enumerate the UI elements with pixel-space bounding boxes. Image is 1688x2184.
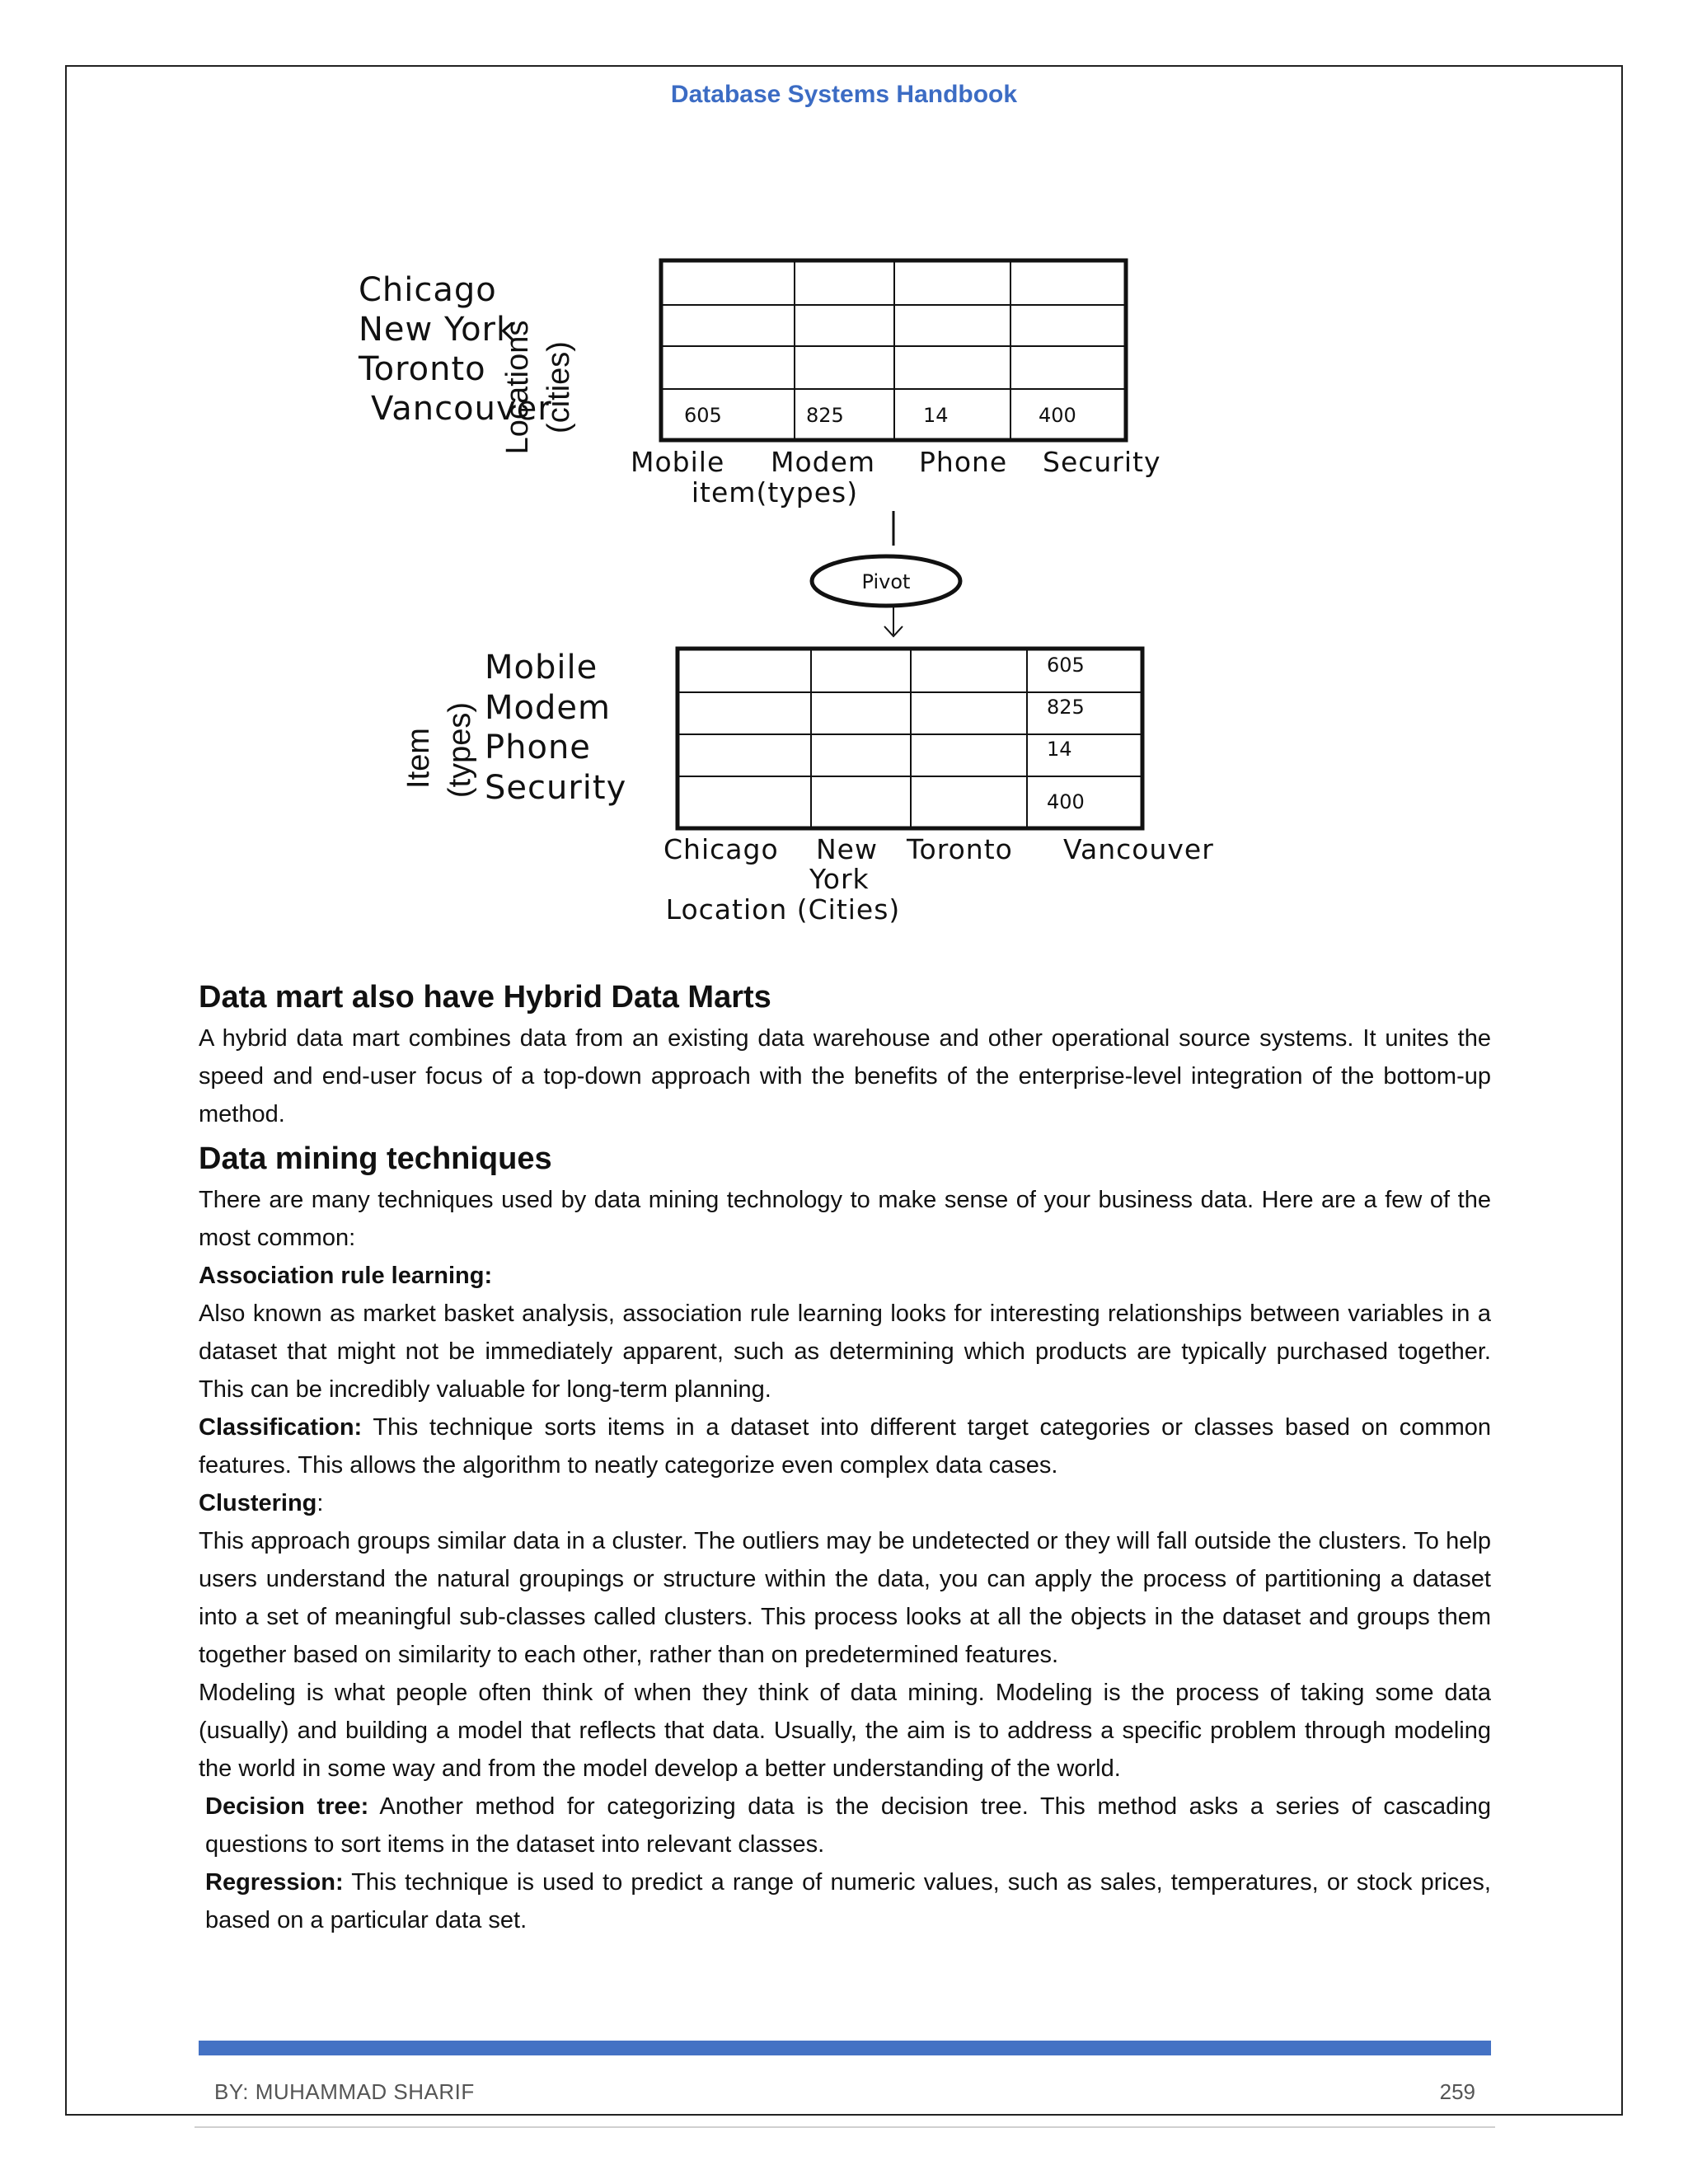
axis-label-location-cities: Location (Cities) bbox=[665, 893, 901, 926]
column-label-security: Security bbox=[1043, 446, 1161, 478]
text-regression: This technique is used to predict a range of numeric values, such as sales, temperatures, or stock prices, based on a particular data set. bbox=[205, 1869, 1491, 1933]
heading-hybrid-data-marts: Data mart also have Hybrid Data Marts bbox=[199, 980, 771, 1015]
paragraph-classification bbox=[199, 1408, 1491, 1484]
term-association-rule: Association rule learning: bbox=[199, 1263, 493, 1289]
pivot-label: Pivot bbox=[861, 570, 911, 593]
term-clustering: Clustering bbox=[199, 1490, 317, 1516]
term-decision-tree: Decision tree: bbox=[205, 1793, 369, 1820]
diagram-locations-by-items bbox=[239, 247, 1228, 527]
column-label-phone: Phone bbox=[919, 446, 1008, 478]
paragraph-decision-tree bbox=[199, 1788, 1491, 1863]
axis-label-item-types: item(types) bbox=[691, 476, 859, 509]
cell-value-mobile: 605 bbox=[684, 404, 722, 427]
row-label-chicago: Chicago bbox=[359, 271, 497, 309]
pivot-connector bbox=[791, 511, 989, 643]
body-content bbox=[199, 975, 1491, 1939]
axis-label-types: (types) bbox=[443, 701, 477, 799]
column-label-mobile: Mobile bbox=[631, 446, 725, 478]
row-label-security: Security bbox=[485, 769, 627, 807]
footer-author: BY: MUHAMMAD SHARIF bbox=[214, 2079, 475, 2104]
cell-value-vancouver-phone: 14 bbox=[1047, 738, 1072, 761]
footer-bar bbox=[199, 2041, 1491, 2055]
row-label-phone: Phone bbox=[485, 729, 591, 766]
heading-data-mining: Data mining techniques bbox=[199, 1141, 552, 1176]
column-label-toronto: Toronto bbox=[907, 833, 1013, 865]
text-classification: This technique sorts items in a dataset into different target categories or classes based on common features. This allows the algorithm to neatly categorize even complex data cases. bbox=[199, 1414, 1491, 1479]
cell-value-vancouver-modem: 825 bbox=[1047, 696, 1085, 719]
paragraph-association: Also known as market basket analysis, association rule learning looks for interesting relationships between variables in a dataset that might not be immediately apparent, such as determining which products are typically purchased together. This can be incredibly valuable for long-term planning. bbox=[199, 1301, 1491, 1403]
paragraph-hybrid: A hybrid data mart combines data from an existing data warehouse and other operational source systems. It unites the speed and end-user focus of a top-down approach with the benefits of the enterprise-level integration of the bottom-up method. bbox=[199, 1025, 1491, 1127]
axis-label-item: Item bbox=[401, 728, 436, 789]
column-label-chicago: Chicago bbox=[663, 833, 779, 865]
text-decision-tree: Another method for categorizing data is the decision tree. This method asks a series of cascading questions to sort items in the dataset into relevant classes. bbox=[205, 1793, 1491, 1858]
paragraph-regression bbox=[199, 1863, 1491, 1939]
row-label-mobile: Mobile bbox=[485, 649, 598, 687]
cell-value-security: 400 bbox=[1039, 404, 1076, 427]
column-label-modem: Modem bbox=[771, 446, 876, 478]
row-label-modem: Modem bbox=[485, 689, 611, 727]
diagram-items-by-locations bbox=[346, 635, 1335, 931]
cell-value-vancouver-security: 400 bbox=[1047, 790, 1085, 813]
cell-value-phone: 14 bbox=[923, 404, 949, 427]
paragraph-modeling: Modeling is what people often think of when they think of data mining. Modeling is the process of taking some data (usually) and building a model that reflects that data. Usually, the aim is to address a specific problem through modeling the world in some way and from the model develop a better understanding of the world. bbox=[199, 1680, 1491, 1782]
cell-value-vancouver-mobile: 605 bbox=[1047, 654, 1085, 677]
footer-divider bbox=[195, 2126, 1495, 2128]
footer-page-number: 259 bbox=[1439, 2079, 1475, 2104]
clustering-colon: : bbox=[316, 1490, 324, 1516]
label-clustering bbox=[199, 1484, 1491, 1522]
label-association-rule bbox=[199, 1257, 1491, 1295]
header-title: Database Systems Handbook bbox=[670, 81, 1018, 108]
row-label-toronto: Toronto bbox=[359, 350, 486, 388]
term-regression: Regression: bbox=[205, 1869, 344, 1896]
cell-value-modem: 825 bbox=[806, 404, 844, 427]
paragraph-clustering: This approach groups similar data in a cluster. The outliers may be undetected or they will fall outside the clusters. To help users understand the natural groupings or structure within the data, you can apply the process of partitioning a dataset into a set of meaningful sub-classes called clusters. This process looks at all the objects in the dataset and groups them together based on similarity to each other, rather than on predetermined features. bbox=[199, 1528, 1491, 1668]
column-label-new: New bbox=[816, 833, 878, 865]
paragraph-mining-intro: There are many techniques used by data mining technology to make sense of your business data. Here are a few of the most common: bbox=[199, 1187, 1491, 1251]
axis-label-locations: Locations bbox=[500, 320, 535, 455]
axis-label-cities: (cities) bbox=[542, 341, 576, 434]
row-label-new-york: New York bbox=[359, 311, 517, 349]
term-classification: Classification: bbox=[199, 1414, 363, 1441]
column-label-vancouver: Vancouver bbox=[1063, 833, 1214, 865]
column-label-york: York bbox=[809, 863, 870, 895]
row-label-vancouver: Vancouver bbox=[371, 390, 552, 428]
